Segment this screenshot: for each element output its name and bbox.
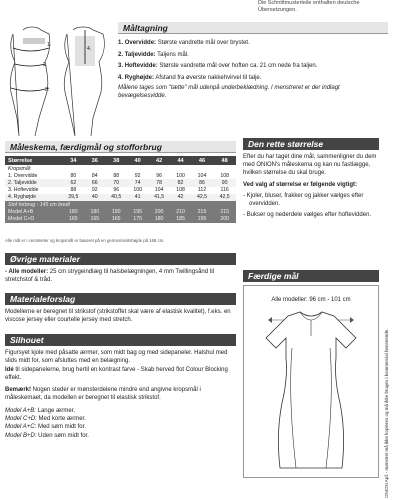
finished-measure-box [243,285,379,478]
table-row: 1. Overvidde 80 84 88 92 96 100 104 108 [8,172,229,179]
list-item: Model A+C: Med søm midt for. [5,424,86,431]
list-item: Model B+D: Uden søm midt for. [5,432,89,439]
copyright-vertical-text: ONION Apš - mønstret må ikke kopieres og må ikke bruges i kommercial henseende. [384,328,389,498]
finished-measure-label: Alle modeller: 96 cm - 101 cm [271,297,351,303]
silhouet-heading: Silhouet [5,334,236,346]
table-row: 2. Taljevidde 62 66 70 74 78 82 86 90 [5,179,236,186]
measurement-item: 3. Hoftevidde: Største vandrette mål over hoften ca. 21 cm nede fra taljen. [118,63,318,69]
list-item: - Bukser og nederdele vælges efter hoftevidden. [243,212,372,219]
model-list [5,407,236,440]
size-chart-table: Størrelse 34 36 38 40 42 44 46 48 Kropsmål: 1. Overvidde 80 84 88 92 96 100 104 108 2. Taljevidde 62 66 70 74 78 82 86 90 3. Hoftevidde 88 92 96 100 104 108 112 116 4. Ryghøjde 39,5 40 40,5 41 41,5 42 42,5 42,5 Stof forbrug - 145 cm bredt Model A+B 180 180 190 195 200 210 215 215 Model C+D 165 165 165 175 180 185 195 200 [5,156,236,223]
measurement-item: 1. Overvidde: Største vandrette mål over brystet. [118,40,250,46]
measurement-note: Målene tages som "tætte" mål udenpå underbeklædning. I menstreret er der indlagt bevægelsesvidde. [118,85,340,99]
materialeforslag-heading: Materialeforslag [5,293,236,305]
measurement-item: 4. Ryghøjde: Afstand fra øverste nakkehvirvel til talje. [118,74,262,81]
list-item: - Kjoler, bluser, frakker og jakker vælges efter overvidden. [243,192,364,208]
silhouet-text: Figursyet kjole med påsatte ærmer, som midt bag og med sidepaneler. Halshul med slids midt for, som afsluttes med en belægning. Idé til sidepanelerne, brug hertil en kontrast farve - Skab herved flot Colour Blocking effekt. Bemærk! Nogen steder er mønsterdelene mindre end angivne kropsmål i måleskemaet, da modellen er beregnet til elastisk strikstof. Model A+B: Lange ærmer. Model C+D: Med korte ærmer. Model A+C: Med søm midt for. Model B+D: Uden søm midt for. [5,349,236,440]
table-footnote: Alle mål er i centimeter og kropsmål er baseret på en gennemsnitshøjde på 168 cm. [5,238,165,243]
rette-heading: Den rette størrelse [243,138,379,150]
maltagning-heading: Måltagning [118,22,388,34]
ovrige-heading: Øvrige materialer [5,253,236,265]
table-row: Model C+D 165 165 165 175 180 185 195 200 [5,215,236,222]
table-row: 3. Hoftevidde 88 92 96 100 104 108 112 116 [8,187,229,194]
figure-number: 4. [87,46,92,52]
dress-drawing [244,308,378,478]
list-item: Model A+B: Lange ærmer. [5,407,75,414]
faerdige-heading: Færdige mål [243,270,379,282]
table-row: Model A+B 180 180 190 195 200 210 215 215 [5,208,236,215]
materialeforslag-text: Modellerne er beregnet til strikstof (strikstoffet skal være af elastisk kvalitet), f.eks. en viscose jersey eller courtelle jersey med stretch. [5,309,231,324]
measurement-figures [5,20,113,138]
table-row: 4. Ryghøjde 39,5 40 40,5 41 41,5 42 42,5 42,5 [5,194,236,201]
top-note: Die Schnittmusterteile enthalten deutsche Übersetzungen. [258,0,360,13]
figure-number: 2. [43,62,48,68]
measurement-instructions [118,38,388,100]
size-chart-heading: Måleskema, færdigmål og stofforbrug [5,141,236,153]
rette-text: Efter du har taget dine mål, sammenligner du dem med ONION's måleskema og kan nu fastlægge, hvilken størrelse du skal bruge. Ved valg af størrelse er følgende vigtigt: - Kjoler, bluser, frakker og jakker vælges efter overvidden. - Bukser og nederdele vælges efter hoftevidden. [243,153,379,222]
figure-number: 3. [45,87,50,93]
ovrige-text: - Alle modeller: 25 cm strygeindlæg til halsbelægningen, 4 mm Twillingsånd til stretchstof & tråd. [5,269,215,284]
measurement-item: 2. Taljevidde: Taljens mål. [118,51,189,58]
list-item: Model C+D: Med korte ærmer. [5,416,86,423]
figure-number: 1. [47,42,52,48]
